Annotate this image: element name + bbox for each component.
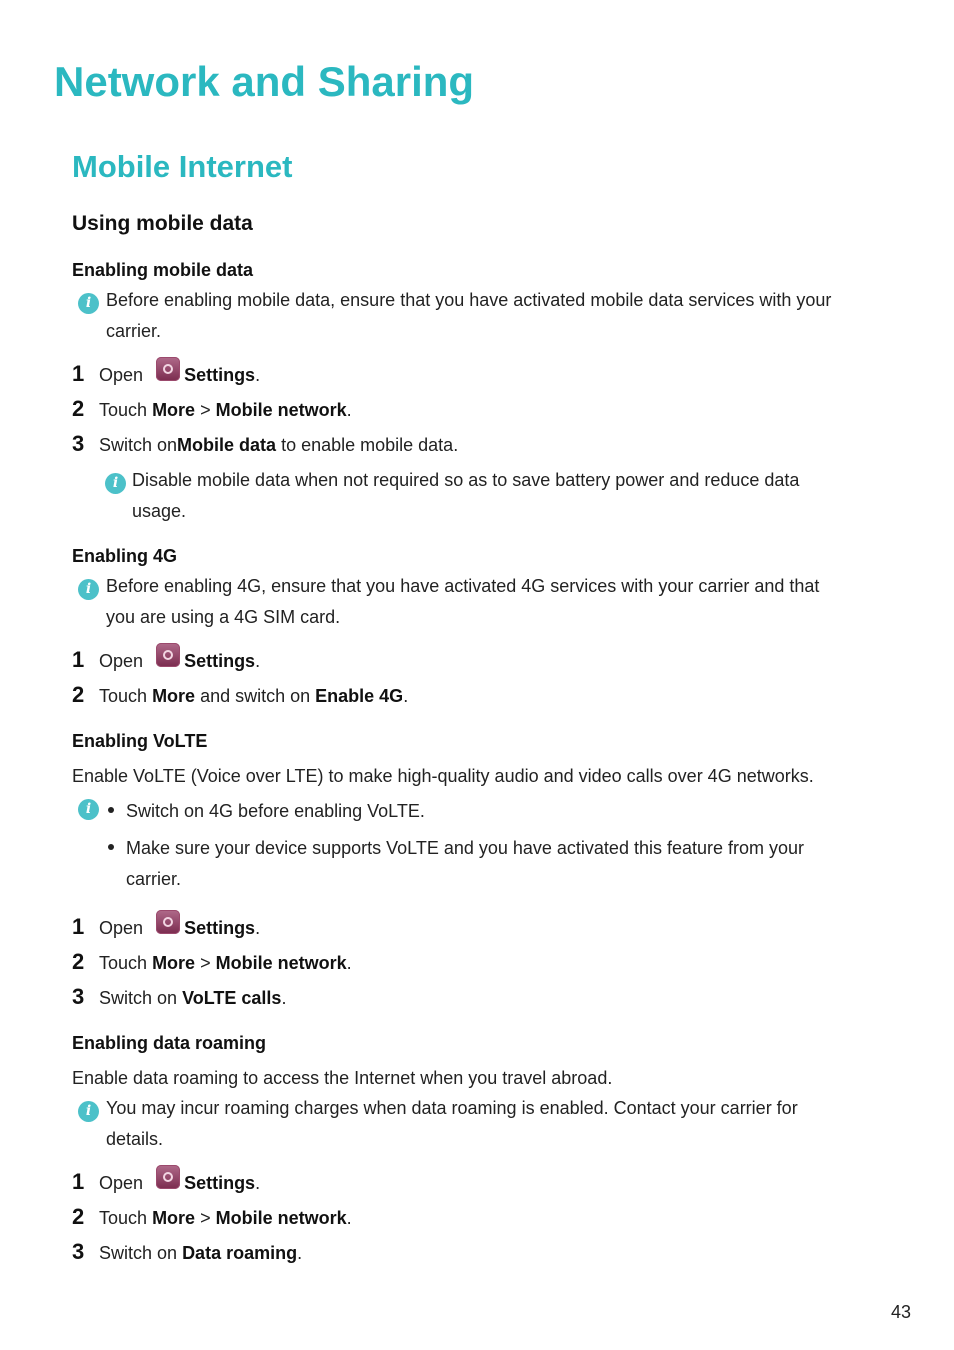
step-text: Open Settings. bbox=[99, 649, 260, 673]
note-text: You may incur roaming charges when data roaming is enabled. Contact your carrier for bbox=[106, 1098, 798, 1118]
step-number: 1 bbox=[72, 361, 85, 386]
settings-app-icon bbox=[156, 1165, 180, 1189]
settings-app-icon bbox=[156, 643, 180, 667]
info-icon: i bbox=[78, 1101, 99, 1122]
bullet bbox=[108, 844, 114, 850]
step-number: 3 bbox=[72, 431, 85, 456]
page-title: Network and Sharing bbox=[54, 58, 475, 105]
note-text: you are using a 4G SIM card. bbox=[106, 607, 341, 627]
note-text: Before enabling 4G, ensure that you have activated 4G services with your carrier and that bbox=[106, 576, 820, 596]
note-text: details. bbox=[106, 1129, 164, 1149]
step-number: 1 bbox=[72, 914, 85, 939]
step-number: 2 bbox=[72, 1204, 85, 1229]
step-number: 2 bbox=[72, 682, 85, 707]
step-number: 2 bbox=[72, 949, 85, 974]
heading-volte: Enabling VoLTE bbox=[72, 731, 208, 751]
section-title: Mobile Internet bbox=[72, 149, 293, 184]
step-text: Touch More and switch on Enable 4G. bbox=[99, 686, 409, 706]
step-text: Switch onMobile data to enable mobile data. bbox=[99, 435, 459, 455]
step-text: Touch More > Mobile network. bbox=[99, 400, 352, 420]
info-icon: i bbox=[105, 473, 126, 494]
heading-data-roaming: Enabling data roaming bbox=[72, 1033, 267, 1053]
step-number: 3 bbox=[72, 984, 85, 1009]
step-text: Open Settings. bbox=[99, 363, 260, 387]
page-number: 43 bbox=[890, 1302, 911, 1322]
note-text: carrier. bbox=[106, 321, 162, 341]
info-icon: i bbox=[78, 799, 99, 820]
step-number: 2 bbox=[72, 396, 85, 421]
step-number: 1 bbox=[72, 1169, 85, 1194]
note-text: Before enabling mobile data, ensure that you have activated mobile data services with your bbox=[106, 290, 832, 310]
tip-text: usage. bbox=[132, 501, 187, 521]
bullet-text: Switch on 4G before enabling VoLTE. bbox=[126, 801, 425, 821]
info-icon: i bbox=[78, 293, 99, 314]
step-text: Open Settings. bbox=[99, 1171, 260, 1195]
settings-app-icon bbox=[156, 910, 180, 934]
intro-text: Enable VoLTE (Voice over LTE) to make high-quality audio and video calls over 4G networks. bbox=[72, 766, 814, 786]
step-text: Open Settings. bbox=[99, 916, 260, 940]
bullet-text: carrier. bbox=[126, 869, 182, 889]
step-text: Touch More > Mobile network. bbox=[99, 1208, 352, 1228]
settings-app-icon bbox=[156, 357, 180, 381]
heading-mobile-data: Enabling mobile data bbox=[72, 260, 254, 280]
bullet-text: Make sure your device supports VoLTE and you have activated this feature from your bbox=[126, 838, 805, 858]
step-text: Touch More > Mobile network. bbox=[99, 953, 352, 973]
step-number: 1 bbox=[72, 647, 85, 672]
step-text: Switch on Data roaming. bbox=[99, 1243, 303, 1263]
subsection-title: Using mobile data bbox=[72, 212, 253, 235]
info-icon: i bbox=[78, 579, 99, 600]
step-text: Switch on VoLTE calls. bbox=[99, 988, 287, 1008]
heading-4g: Enabling 4G bbox=[72, 546, 178, 566]
tip-text: Disable mobile data when not required so as to save battery power and reduce data bbox=[132, 470, 800, 490]
step-number: 3 bbox=[72, 1239, 85, 1264]
bullet bbox=[108, 807, 114, 813]
intro-text: Enable data roaming to access the Internet when you travel abroad. bbox=[72, 1068, 613, 1088]
